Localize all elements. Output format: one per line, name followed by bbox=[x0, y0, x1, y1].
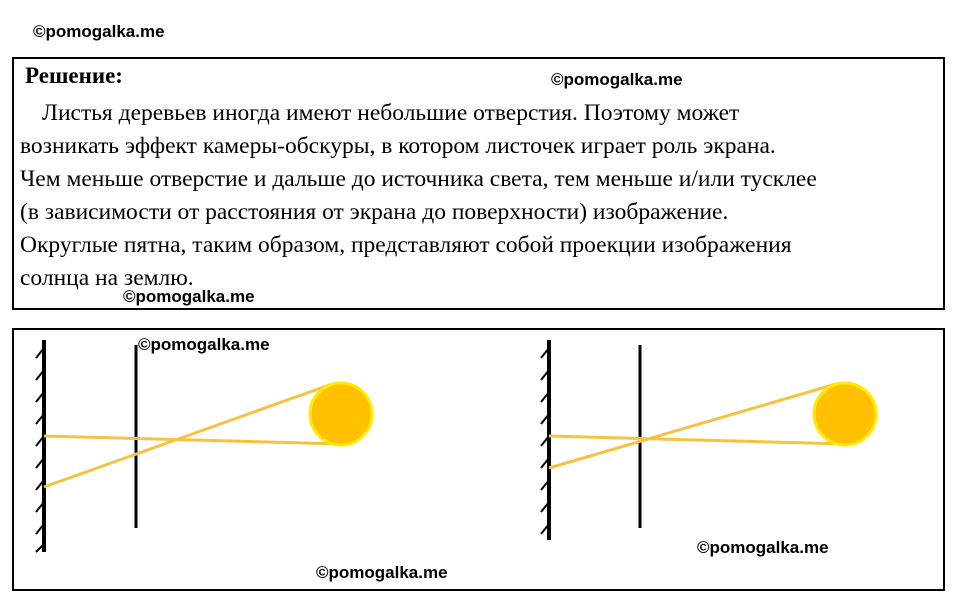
solution-title: Решение: bbox=[25, 63, 123, 88]
sun-icon bbox=[310, 383, 372, 445]
solution-line: Округлые пятна, таким образом, представляют собой проекции изображения bbox=[20, 232, 792, 258]
solution-line: возникать эффект камеры-обскуры, в котором листочек играет роль экрана. bbox=[20, 133, 776, 159]
solution-line: солнца на землю. bbox=[20, 265, 194, 291]
watermark: ©pomogalka.me bbox=[138, 335, 270, 354]
solution-box bbox=[12, 57, 945, 310]
light-rays bbox=[549, 384, 846, 468]
sun-icon bbox=[814, 383, 876, 445]
watermark: ©pomogalka.me bbox=[123, 287, 255, 306]
solution-line: Чем меньше отверстие и дальше до источника света, тем меньше и/или тусклее bbox=[20, 166, 817, 192]
solution-line: Листья деревьев иногда имеют небольшие отверстия. Поэтому может bbox=[42, 100, 740, 126]
watermark: ©pomogalka.me bbox=[697, 538, 829, 557]
watermark: ©pomogalka.me bbox=[33, 22, 165, 41]
solution-text bbox=[20, 97, 940, 295]
panel-right bbox=[541, 340, 876, 540]
panel-left bbox=[36, 340, 372, 552]
watermark: ©pomogalka.me bbox=[551, 70, 683, 89]
solution-line: (в зависимости от расстояния от экрана до поверхности) изображение. bbox=[20, 199, 729, 225]
ground-surface bbox=[541, 340, 549, 540]
light-rays bbox=[44, 384, 342, 487]
watermark: ©pomogalka.me bbox=[316, 563, 448, 582]
ground-surface bbox=[36, 340, 44, 552]
